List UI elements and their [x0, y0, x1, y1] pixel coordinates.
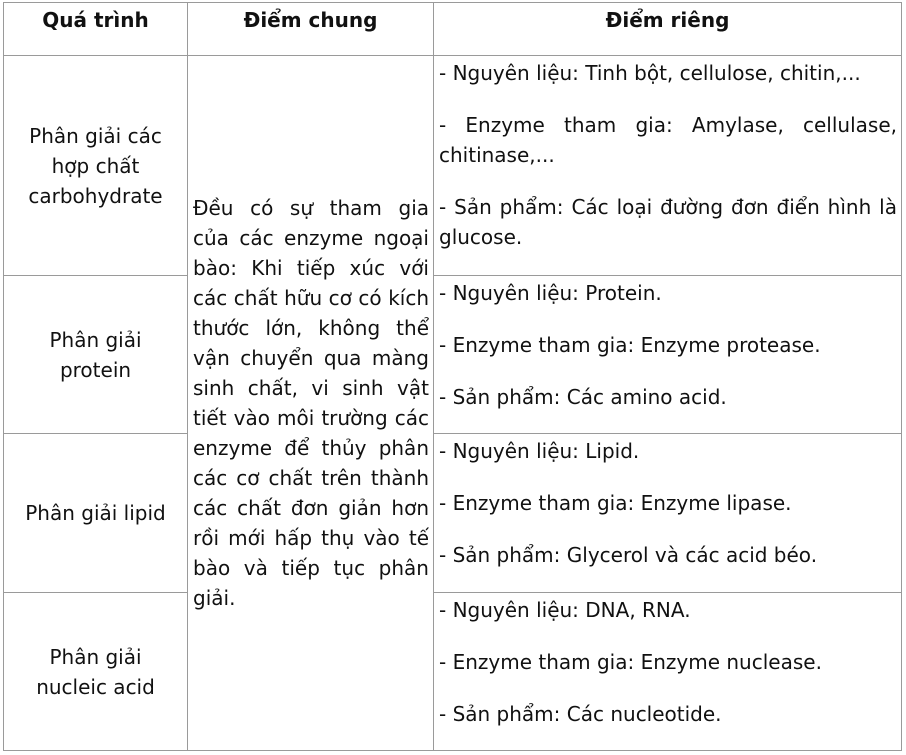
material-text: - Nguyên liệu: DNA, RNA. — [439, 598, 691, 622]
material-text: - Nguyên liệu: Tinh bột, cellulose, chitin,... — [439, 61, 861, 85]
product-text: - Sản phẩm: Các nucleotide. — [439, 702, 722, 726]
material-text: - Nguyên liệu: Protein. — [439, 281, 662, 305]
detail-cell — [434, 434, 902, 593]
header-row — [4, 3, 902, 56]
header-distinct: Điểm riêng — [434, 3, 902, 56]
product-text: - Sản phẩm: Các amino acid. — [439, 385, 727, 409]
process-cell: Phân giải nucleic acid — [4, 593, 188, 751]
detail-cell — [434, 593, 902, 751]
enzyme-text: - Enzyme tham gia: Amylase, cellulase, chitinase,... — [439, 113, 897, 167]
table-row — [4, 56, 902, 276]
header-process: Quá trình — [4, 3, 188, 56]
comparison-table — [3, 2, 902, 751]
common-cell: Đều có sự tham gia của các enzyme ngoại bào: Khi tiếp xúc với các chất hữu cơ có kích thước lớn, không thể vận chuyển qua màng sinh chất, vi sinh vật tiết vào môi trường các enzyme để thủy phân các cơ chất trên thành các chất đơn giản hơn rồi mới hấp thụ vào tế bào và tiếp tục phân giải. — [188, 56, 434, 751]
detail-cell — [434, 276, 902, 434]
enzyme-text: - Enzyme tham gia: Enzyme lipase. — [439, 491, 792, 515]
process-cell: Phân giải protein — [4, 276, 188, 434]
enzyme-text: - Enzyme tham gia: Enzyme nuclease. — [439, 650, 822, 674]
product-text: - Sản phẩm: Glycerol và các acid béo. — [439, 543, 818, 567]
enzyme-text: - Enzyme tham gia: Enzyme protease. — [439, 333, 821, 357]
process-cell: Phân giải lipid — [4, 434, 188, 593]
header-common: Điểm chung — [188, 3, 434, 56]
product-text: - Sản phẩm: Các loại đường đơn điển hình là glucose. — [439, 195, 897, 249]
table-row — [4, 593, 902, 751]
material-text: - Nguyên liệu: Lipid. — [439, 439, 640, 463]
detail-cell — [434, 56, 902, 276]
table-row — [4, 434, 902, 593]
process-cell: Phân giải các hợp chất carbohydrate — [4, 56, 188, 276]
table-row — [4, 276, 902, 434]
